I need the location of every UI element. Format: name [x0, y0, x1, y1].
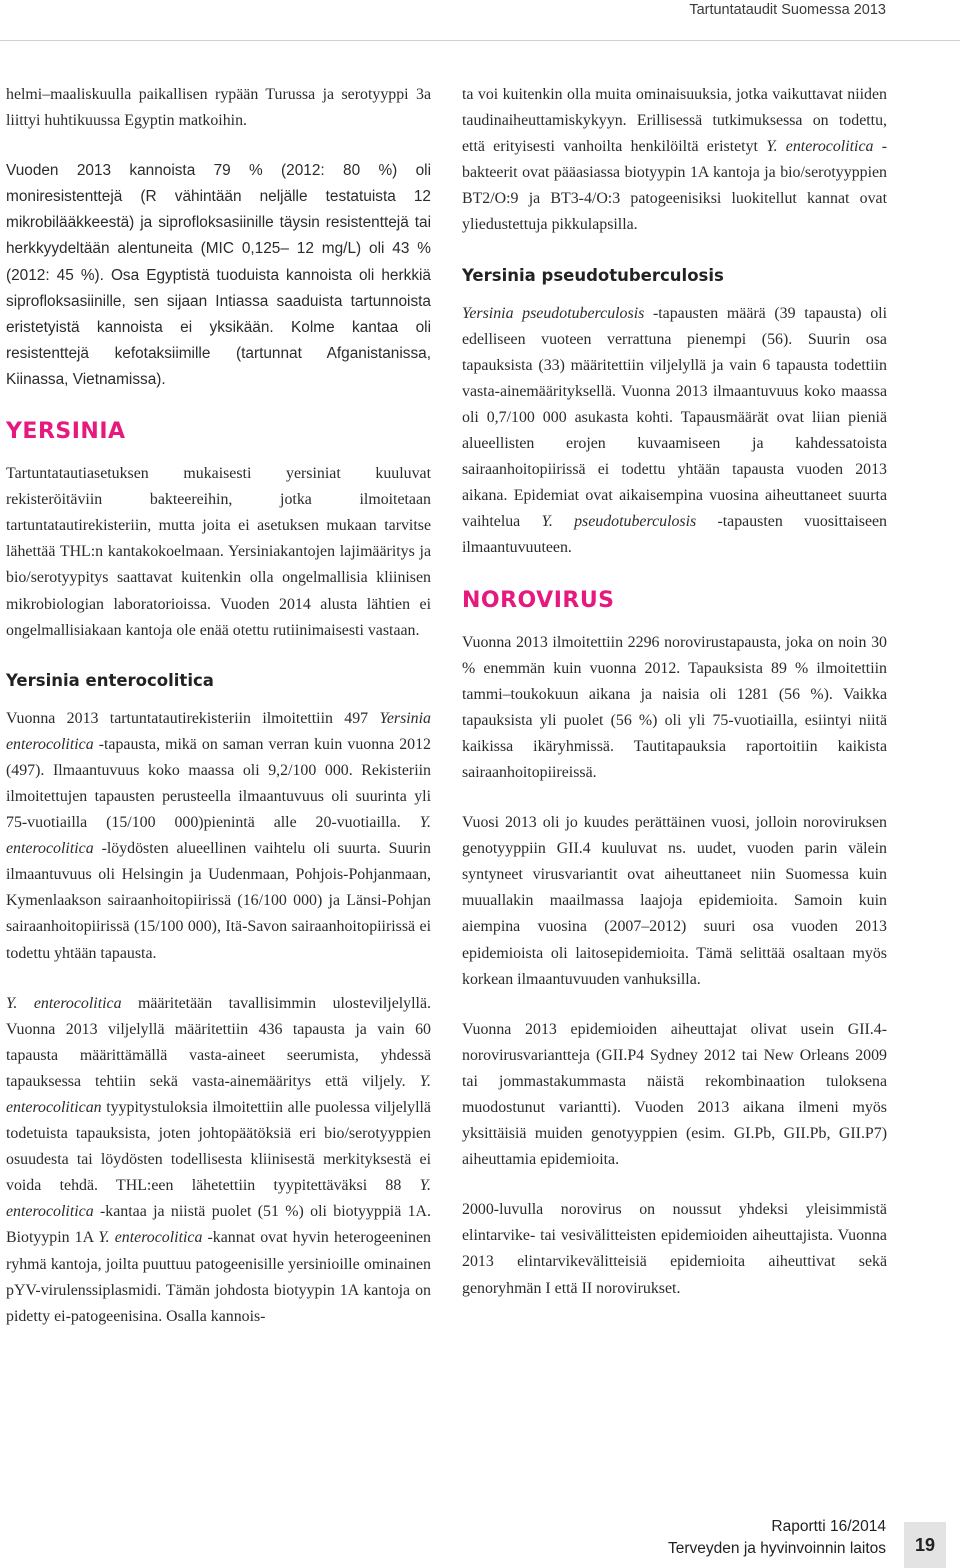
paragraph-norovirus-cases: Vuonna 2013 ilmoitettiin 2296 norovirustapausta, joka on noin 30 % enemmän kuin vuonna 2012. Tapauksista 89 % ilmoitettiin tammi–toukokuun aikana ja naisia oli 1281 (56 %). Vaikka tapauksista yli puolet (56 %) oli yli 75-vuotiailla, esiintyi niitä kaikissa ikäryhmissä. Tautitapauksia raportoitiin kaikista sairaanhoitopiireissä. [462, 633, 887, 781]
paragraph-norovirus-genotype: Vuosi 2013 oli jo kuudes perättäinen vuosi, jolloin noroviruksen genotyyppiin GII.4 kuuluvat ns. uudet, vuoden parin välein syntyneet virusvariantit ovat aiheuttaneet niin Suomessa kuin muuallakin maailmassa laajoja epidemioita. Samoin kuin aiempina vuosina (2007–2012) suuri osa vuoden 2013 epidemioista oli laitosepidemioita. Tämä selittää osaltaan myös korkean ilmaantuvuuden vanhuksilla. [462, 814, 887, 988]
heading-yersinia-pseudotuberculosis: Yersinia pseudotuberculosis [462, 265, 724, 285]
paragraph-yersinia-intro: Tartuntatautiasetuksen mukaisesti yersiniat kuuluvat rekisteröitäviin bakteereihin, jotka ilmoitetaan tartuntatautirekisteriin, mutta joita ei asetuksen mukaan tarvitse lähettää THL:n kantakokoelmaan. Yersiniakantojen lajimääritys ja bio/serotyypitys saattavat kuitenkin olla ongelmallisia kliinisen mikrobiologian laboratorioissa. Vuoden 2014 alusta lähtien ei ongelmallisiakaan kantoja ole enää otettu rutiinimaisesti vastaan. [6, 465, 431, 639]
page-number: 19 [904, 1522, 946, 1568]
footer-report: Raportti 16/2014 [771, 1518, 886, 1535]
header-rule [0, 40, 960, 41]
heading-yersinia: YERSINIA [6, 419, 126, 445]
paragraph-salmonella-continued: helmi–maaliskuulla paikallisen rypään Turussa ja serotyyppi 3a liittyi huhtikuussa Egyptin matkoihin. [6, 86, 431, 130]
paragraph-enterocolitica-typing: Y. enterocolitica määritetään tavallisimmin ulosteviljelyllä. Vuonna 2013 viljelyllä määritettiin 436 tapausta ja vain 60 tapausta määrittämällä vasta-aineet seerumista, yhdessä tapauksessa tehtiin sekä vasta-ainemääritys että viljely. Y. enterocolitican tyypitystuloksia ilmoitettiin alle puolessa viljelyllä todetuista tapauksista, joten johtopäätöksiä eri bio/serotyyppien osuudesta tai löydösten todellisesta kliinisestä merkityksestä ei voida tehdä. THL:een lähetettiin tyypitettäväksi 88 Y. enterocolitica -kantaa ja niistä puolet (51 %) oli biotyyppiä 1A. Biotyypin 1A Y. enterocolitica -kannat ovat hyvin heterogeeninen ryhmä kantoja, joilta puuttuu patogeenisille yersinioille ominainen pYV-virulenssiplasmidi. Tämän johdosta biotyypin 1A kantoja on pidetty ei-patogeenisina. Osalla kannois- [6, 994, 432, 1325]
heading-yersinia-enterocolitica: Yersinia enterocolitica [6, 670, 214, 690]
heading-norovirus: NOROVIRUS [462, 587, 615, 613]
right-column [462, 82, 887, 1326]
paragraph-norovirus-foodborne: 2000-luvulla norovirus on noussut yhdeksi yleisimmistä elintarvike- tai vesivälitteisten epidemioiden aiheuttajista. Vuonna 2013 elintarvikevälitteisiä epidemioita aiheuttivat sekä genoryhmän I että II norovirukset. [462, 1201, 887, 1297]
footer [668, 1516, 886, 1560]
paragraph-pseudotuberculosis: Yersinia pseudotuberculosis -tapausten määrä (39 tapausta) oli edelliseen vuoteen verrattuna pienempi (56). Suurin osa tapauksista (33) määritettiin viljelyllä ja vain 6 tapausta todettiin vasta-ainemäärityksellä. Vuonna 2013 ilmaantuvuus koko maassa oli 0,7/100 000 asukasta kohti. Tapausmäärät ovat liian pieniä alueellisten erojen kuvaamiseen ja kahdessatoista sairaanhoitopiirissä ei todettu yhtään tapausta vuoden 2013 aikana. Epidemiat ovat aikaisempina vuosina aiheuttaneet suurta vaihtelua Y. pseudotuberculosis -tapausten vuosittaiseen ilmaantuvuuteen. [462, 304, 887, 557]
paragraph-enterocolitica-incidence: Vuonna 2013 tartuntatautirekisteriin ilmoitettiin 497 Yersinia enterocolitica -tapausta, mikä on saman verran kuin vuonna 2012 (497). Ilmaantuvuus koko maassa oli 9,2/100 000. Rekisteriin ilmoitettujen tapausten perusteella ilmaantuvuus oli suurinta yli 75-vuotiailla (15/100 000)pienintä alle 20-vuotiailla. Y. enterocolitica -löydösten alueellinen vaihtelu oli suurta. Suurin ilmaantuvuus oli Helsingin ja Uudenmaan, Pohjois-Pohjanmaan, Kymenlaakson sairaanhoitopiirissä (16/100 000) ja Länsi-Pohjan sairaanhoitopiirissä (15/100 000), Itä-Savon sairaanhoitopiirissä ei todettu yhtään tapausta. [6, 709, 431, 962]
paragraph-resistance: Vuoden 2013 kannoista 79 % (2012: 80 %) oli moniresistenttejä (R vähintään neljälle testatuista 12 mikrobilääkkeestä) ja siprofloksasiinille täysin resistenttejä tai herkkyydeltään alentuneita (MIC 0,125– 12 mg/L) oli 43 % (2012: 45 %). Osa Egyptistä tuoduista kannoista oli herkkiä siprofloksasiinille, sen sijaan Intiassa saaduista tartunnoista eristetyistä kannoista ei yksikään. Kolme kantaa oli resistenttejä kefotaksiimille (tartunnat Afganistanissa, Kiinassa, Vietnamissa). [6, 162, 431, 388]
left-column [6, 82, 431, 1354]
paragraph-enterocolitica-continued: ta voi kuitenkin olla muita ominaisuuksia, jotka vaikuttavat niiden taudinaiheuttamiskykyyn. Erillisessä tutkimuksessa on todettu, että erityisesti vanhoilta henkilöiltä eristetyt Y. enterocolitica -bakteerit ovat pääasiassa biotyypin 1A kantoja ja bio/serotyyppien BT2/O:9 ja BT3-4/O:3 patogeenisiksi luokitellut kannat ovat yliedustettuja pikkulapsilla. [462, 86, 887, 234]
paragraph-norovirus-variants: Vuonna 2013 epidemioiden aiheuttajat olivat usein GII.4-norovirusvarianttеja (GII.P4 Sydney 2012 tai New Orleans 2009 tai jommastakummasta näistä rekombinaation tuloksena muodostunut variantti). Vuoden 2013 aikana ilmeni myös yksittäisiä muiden genotyyppien (esim. GI.Pb, GII.Pb, GII.P7) aiheuttamia epidemioita. [462, 1020, 887, 1169]
footer-institute: Terveyden ja hyvinvoinnin laitos [668, 1540, 886, 1557]
running-header: Tartuntataudit Suomessa 2013 [689, 2, 886, 18]
